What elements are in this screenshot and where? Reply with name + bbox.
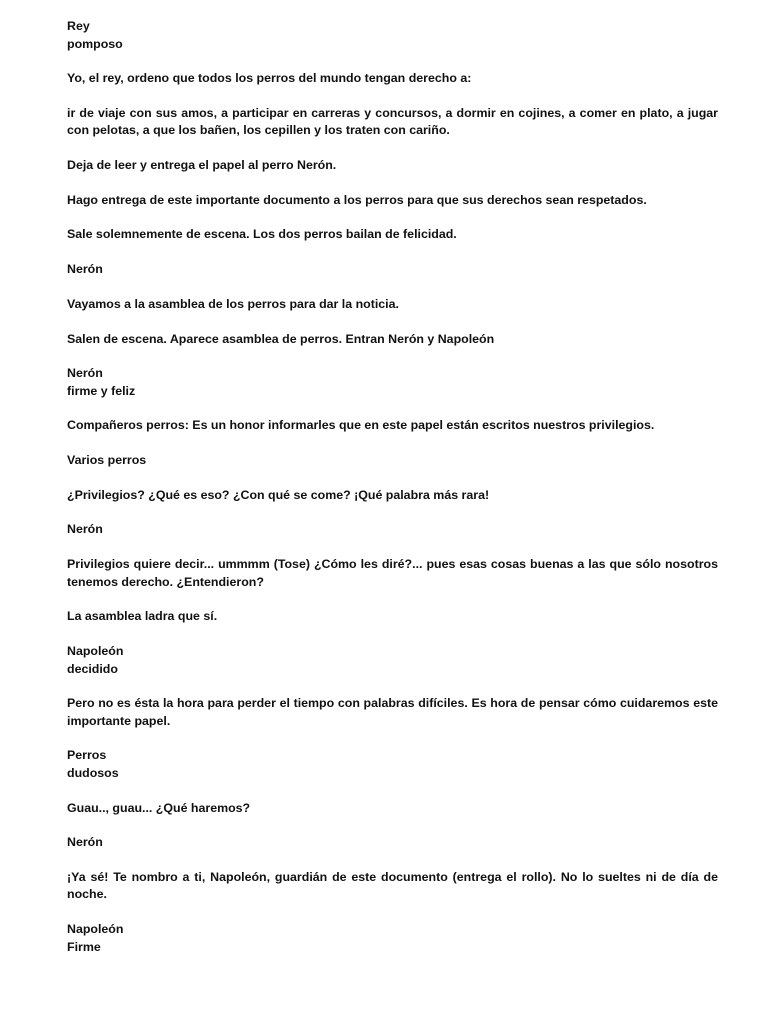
speaker-block [67,365,718,400]
dialogue-paragraph: ¡Ya sé! Te nombro a ti, Napoleón, guardián de este documento (entrega el rollo). No lo sueltes ni de día de noche. [67,869,718,902]
stage-direction-paragraph: La asamblea ladra que sí. [67,609,218,624]
speaker-block [67,643,718,678]
dialogue-paragraph: Compañeros perros: Es un honor informarles que en este papel están escritos nuestros privilegios. [67,418,655,433]
speaker-block [67,18,718,53]
dialogue-paragraph: ir de viaje con sus amos, a participar en carreras y concursos, a dormir en cojines, a comer en plato, a jugar con pelotas, a que los bañen, los cepillen y los traten con cariño. [67,105,718,138]
speaker-name: Nerón [67,835,103,850]
speaker-name: Rey [67,19,90,33]
dialogue-paragraph: ¿Privilegios? ¿Qué es eso? ¿Con qué se come? ¡Qué palabra más rara! [67,487,490,502]
speaker-name: Napoleón [67,922,124,937]
speaker-name: Varios perros [67,453,147,468]
speaker-block [67,747,718,782]
dialogue-paragraph: Hago entrega de este importante documento a los perros para que sus derechos sean respetados. [67,192,647,207]
stage-direction: firme y feliz [67,383,136,398]
dialogue-paragraph: Pero no es ésta la hora para perder el tiempo con palabras difíciles. Es hora de pensar cómo cuidaremos este importante papel. [67,696,718,728]
speaker-block [67,834,718,852]
speaker-block [67,261,718,279]
stage-direction: decidido [67,661,118,676]
stage-direction-paragraph: Salen de escena. Aparece asamblea de perros. Entran Nerón y Napoleón [67,331,495,346]
speaker-name: Nerón [67,262,103,277]
stage-direction: dudosos [67,765,119,780]
speaker-name: Perros [67,748,107,763]
stage-direction-paragraph: Sale solemnemente de escena. Los dos perros bailan de felicidad. [67,227,457,242]
speaker-block [67,521,718,539]
speaker-name: Nerón [67,522,103,537]
dialogue-paragraph: Privilegios quiere decir... ummmm (Tose) ¿Cómo les diré?... pues esas cosas buenas a las que sólo nosotros tenemos derecho. ¿Entendieron? [67,557,718,589]
speaker-name: Napoleón [67,644,124,658]
dialogue-paragraph: Vayamos a la asamblea de los perros para dar la noticia. [67,296,399,311]
script-body [67,18,718,973]
speaker-block [67,921,718,956]
stage-direction-paragraph: Deja de leer y entrega el papel al perro Nerón. [67,158,337,173]
speaker-name: Nerón [67,366,103,381]
speaker-block [67,452,718,470]
stage-direction: pomposo [67,36,123,51]
dialogue-paragraph: Yo, el rey, ordeno que todos los perros del mundo tengan derecho a: [67,71,472,86]
dialogue-paragraph: Guau.., guau... ¿Qué haremos? [67,800,251,815]
stage-direction: Firme [67,939,101,954]
